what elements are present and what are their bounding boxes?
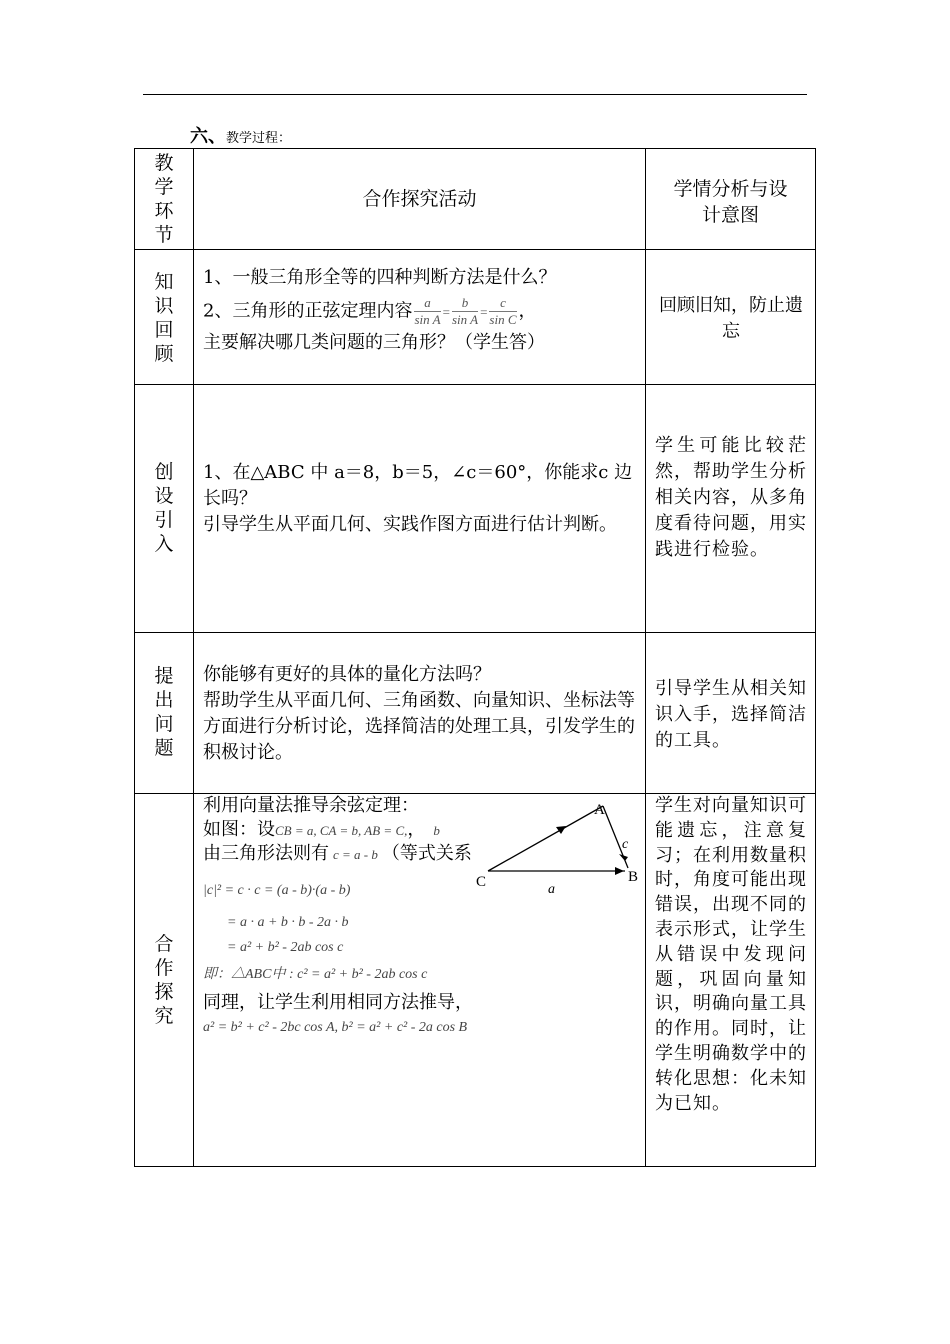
review-q2-suffix: 主要解决哪几类问题的三角形？（学生答） (203, 332, 545, 353)
arrow-head-c (619, 854, 628, 861)
introduce-guide: 引导学生从平面几何、实践作图方面进行估计判断。 (203, 514, 617, 535)
explore-eq5: a² = b² + c² - 2bc cos A, b² = a² + c² - 2a cos B (203, 1020, 468, 1035)
header-analysis-line2: 计意图 (701, 204, 759, 226)
pose-question-p2: 帮助学生从平面几何、三角函数、向量知识、坐标法等方面进行分析讨论，选择简洁的处理工具，引发学生的积极讨论。 (203, 690, 635, 763)
header-analysis-line1: 学情分析与设 (673, 178, 788, 200)
vector-definitions: CB = a, CA = b, AB = C, (275, 823, 408, 838)
arrow-head-a (615, 867, 624, 875)
explore-eq2: = a · a + b · b - 2a · b (227, 915, 349, 930)
pose-question-activity (203, 662, 639, 766)
vertex-c-label: C (476, 874, 487, 890)
stage-review: 知识回顾 (154, 271, 174, 365)
pose-question-p1: 你能够有更好的具体的量化方法吗？ (203, 664, 491, 685)
explore-eq4: 即：△ABC中 : c² = a² + b² - 2ab cos c (203, 967, 428, 982)
stage-explore: 合作探究 (154, 933, 174, 1027)
introduce-question: 1、在△ABC 中 a＝8，b＝5，∠c＝60°，你能求c 边长吗？ (203, 462, 633, 509)
section-heading (190, 127, 291, 149)
review-analysis: 回顾旧知，防止遗忘 (659, 295, 803, 342)
review-activity (203, 265, 643, 356)
vector-c-label: c (622, 837, 629, 852)
section-title: 教学过程： (226, 131, 292, 146)
vertex-b-label: B (628, 869, 639, 885)
header-stage: 教学环节 (154, 152, 174, 246)
fraction-a: $\frac{a}{\text{sin A}}$ (414, 295, 441, 327)
explore-eq1: |c|² = c · c = (a - b)·(a - b) (203, 883, 351, 898)
vector-cb-side (488, 806, 603, 871)
header-activity: 合作探究活动 (362, 188, 477, 210)
introduce-activity (203, 460, 639, 538)
header-analysis (646, 176, 815, 228)
explore-eq3: = a² + b² - 2ab cos c (227, 940, 344, 955)
explore-analysis: 学生对向量知识可能遗忘，注意复习；在利用数量积时，角度可能出现错误，出现不同的表示形式，让学生从错误中发现问题，巩固向量知识，明确向量工具的作用。同时，让学生明确数学中的转化思想：化未知为已知。 (655, 795, 807, 1114)
fraction-b: $\frac{b}{\text{sin A}}$ (451, 295, 479, 327)
header-rule (143, 94, 807, 95)
triangle-figure (470, 796, 645, 896)
vector-a-label: a (548, 882, 555, 896)
fraction-c: $\frac{c}{\text{sin C}}$ (489, 295, 517, 327)
explore-line3: 由三角形法则有 c = a - b （等式关系 (203, 843, 472, 864)
explore-line1: 利用向量法推导余弦定理： (203, 795, 419, 816)
introduce-analysis: 学生可能比较茫然，帮助学生分析相关内容，从多角度看待问题，用实践进行检验。 (655, 435, 807, 560)
stage-introduce: 创设引入 (154, 461, 174, 555)
review-q1: 1、一般三角形全等的四种判断方法是什么？ (203, 267, 557, 288)
review-q2: 2、三角形的正弦定理内容 $\frac{a}{\text{sin A}}$ = $\frac{b}{\text{sin A}}$ = $\frac{c}{\text{sin C}}$ ， (203, 295, 537, 327)
vertex-a-label: A (594, 802, 605, 818)
section-number: 六、 (190, 126, 226, 147)
stage-pose-question: 提出问题 (154, 665, 174, 759)
explore-same-method: 同理，让学生利用相同方法推导， (203, 992, 473, 1013)
explore-line2: 如图：设CB = a, CA = b, AB = C,， b (203, 819, 440, 840)
pose-question-analysis: 引导学生从相关知识入手，选择简洁的工具。 (655, 678, 807, 751)
arrow-head-ca (556, 826, 566, 834)
